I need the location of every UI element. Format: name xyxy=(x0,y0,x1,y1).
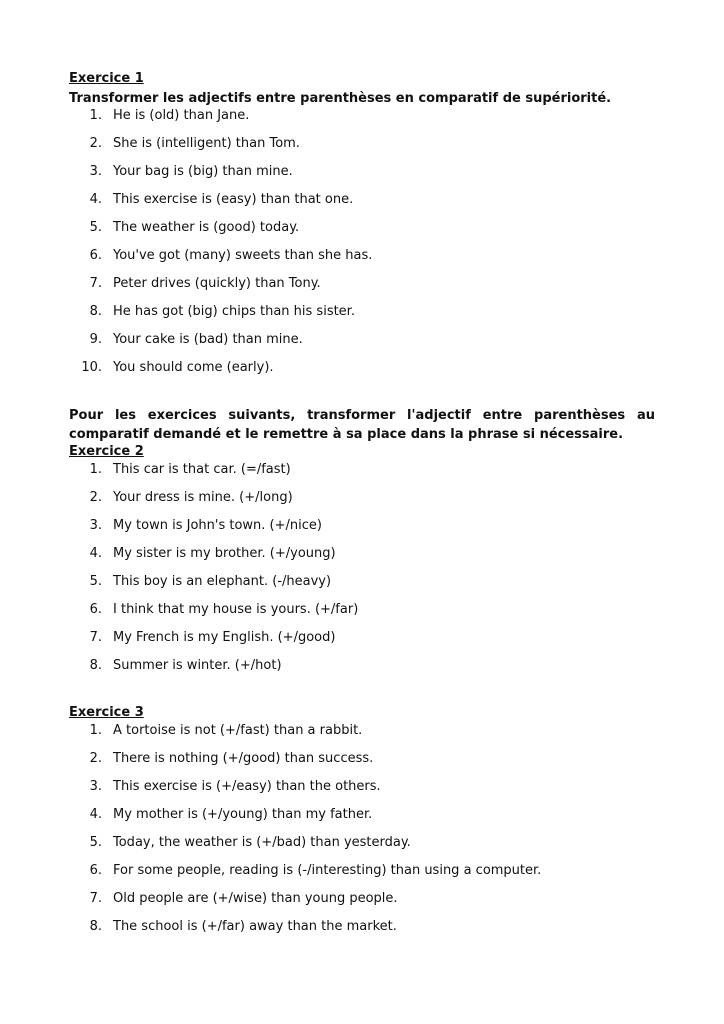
item-number: 5. xyxy=(89,835,102,850)
item-text: My mother is (+/young) than my father. xyxy=(113,807,373,822)
item-number: 9. xyxy=(89,332,102,347)
item-text: He is (old) than Jane. xyxy=(113,108,250,123)
item-text: Old people are (+/wise) than young people. xyxy=(113,891,398,906)
item-number: 6. xyxy=(89,863,102,878)
item-text: The school is (+/far) away than the market. xyxy=(113,919,397,934)
item-number: 3. xyxy=(89,164,102,179)
item-text: My French is my English. (+/good) xyxy=(113,630,336,645)
item-number: 1. xyxy=(89,723,102,738)
item-number: 4. xyxy=(89,807,102,822)
item-number: 2. xyxy=(89,136,102,151)
item-text: She is (intelligent) than Tom. xyxy=(113,136,300,151)
item-text: I think that my house is yours. (+/far) xyxy=(113,602,359,617)
item-number: 3. xyxy=(89,779,102,794)
exercise-2-heading: Exercice 2 xyxy=(69,444,144,459)
exercise-1-heading: Exercice 1 xyxy=(69,71,144,86)
item-number: 6. xyxy=(89,248,102,263)
item-number: 6. xyxy=(89,602,102,617)
item-text: A tortoise is not (+/fast) than a rabbit. xyxy=(113,723,363,738)
item-text: Today, the weather is (+/bad) than yesterday. xyxy=(113,835,411,850)
item-text: The weather is (good) today. xyxy=(113,220,300,235)
item-number: 5. xyxy=(89,574,102,589)
item-number: 5. xyxy=(89,220,102,235)
item-text: Your dress is mine. (+/long) xyxy=(113,490,293,505)
item-text: He has got (big) chips than his sister. xyxy=(113,304,355,319)
item-text: Your bag is (big) than mine. xyxy=(113,164,293,179)
item-number: 1. xyxy=(89,462,102,477)
general-instruction: Pour les exercices suivants, transformer l'adjectif entre parenthèses au comparatif demandé et le remettre à sa place dans la phrase si nécessaire. xyxy=(69,408,655,442)
item-number: 8. xyxy=(89,304,102,319)
item-text: This car is that car. (=/fast) xyxy=(113,462,291,477)
item-number: 4. xyxy=(89,192,102,207)
item-number: 4. xyxy=(89,546,102,561)
item-number: 1. xyxy=(89,108,102,123)
item-text: There is nothing (+/good) than success. xyxy=(113,751,374,766)
item-number: 8. xyxy=(89,658,102,673)
item-number: 10. xyxy=(81,360,102,375)
item-number: 7. xyxy=(89,891,102,906)
item-text: My town is John's town. (+/nice) xyxy=(113,518,322,533)
item-text: This exercise is (+/easy) than the others. xyxy=(113,779,381,794)
exercise-1-instruction: Transformer les adjectifs entre parenthèses en comparatif de supériorité. xyxy=(69,91,612,106)
item-text: This boy is an elephant. (-/heavy) xyxy=(113,574,332,589)
item-number: 2. xyxy=(89,490,102,505)
item-text: For some people, reading is (-/interesting) than using a computer. xyxy=(113,863,542,878)
exercise-3-heading: Exercice 3 xyxy=(69,705,144,720)
item-text: You've got (many) sweets than she has. xyxy=(113,248,373,263)
item-text: This exercise is (easy) than that one. xyxy=(113,192,354,207)
item-text: Your cake is (bad) than mine. xyxy=(113,332,303,347)
item-number: 7. xyxy=(89,276,102,291)
item-number: 2. xyxy=(89,751,102,766)
item-text: You should come (early). xyxy=(113,360,274,375)
item-number: 3. xyxy=(89,518,102,533)
item-text: My sister is my brother. (+/young) xyxy=(113,546,336,561)
item-text: Summer is winter. (+/hot) xyxy=(113,658,282,673)
item-number: 7. xyxy=(89,630,102,645)
item-text: Peter drives (quickly) than Tony. xyxy=(113,276,321,291)
item-number: 8. xyxy=(89,919,102,934)
